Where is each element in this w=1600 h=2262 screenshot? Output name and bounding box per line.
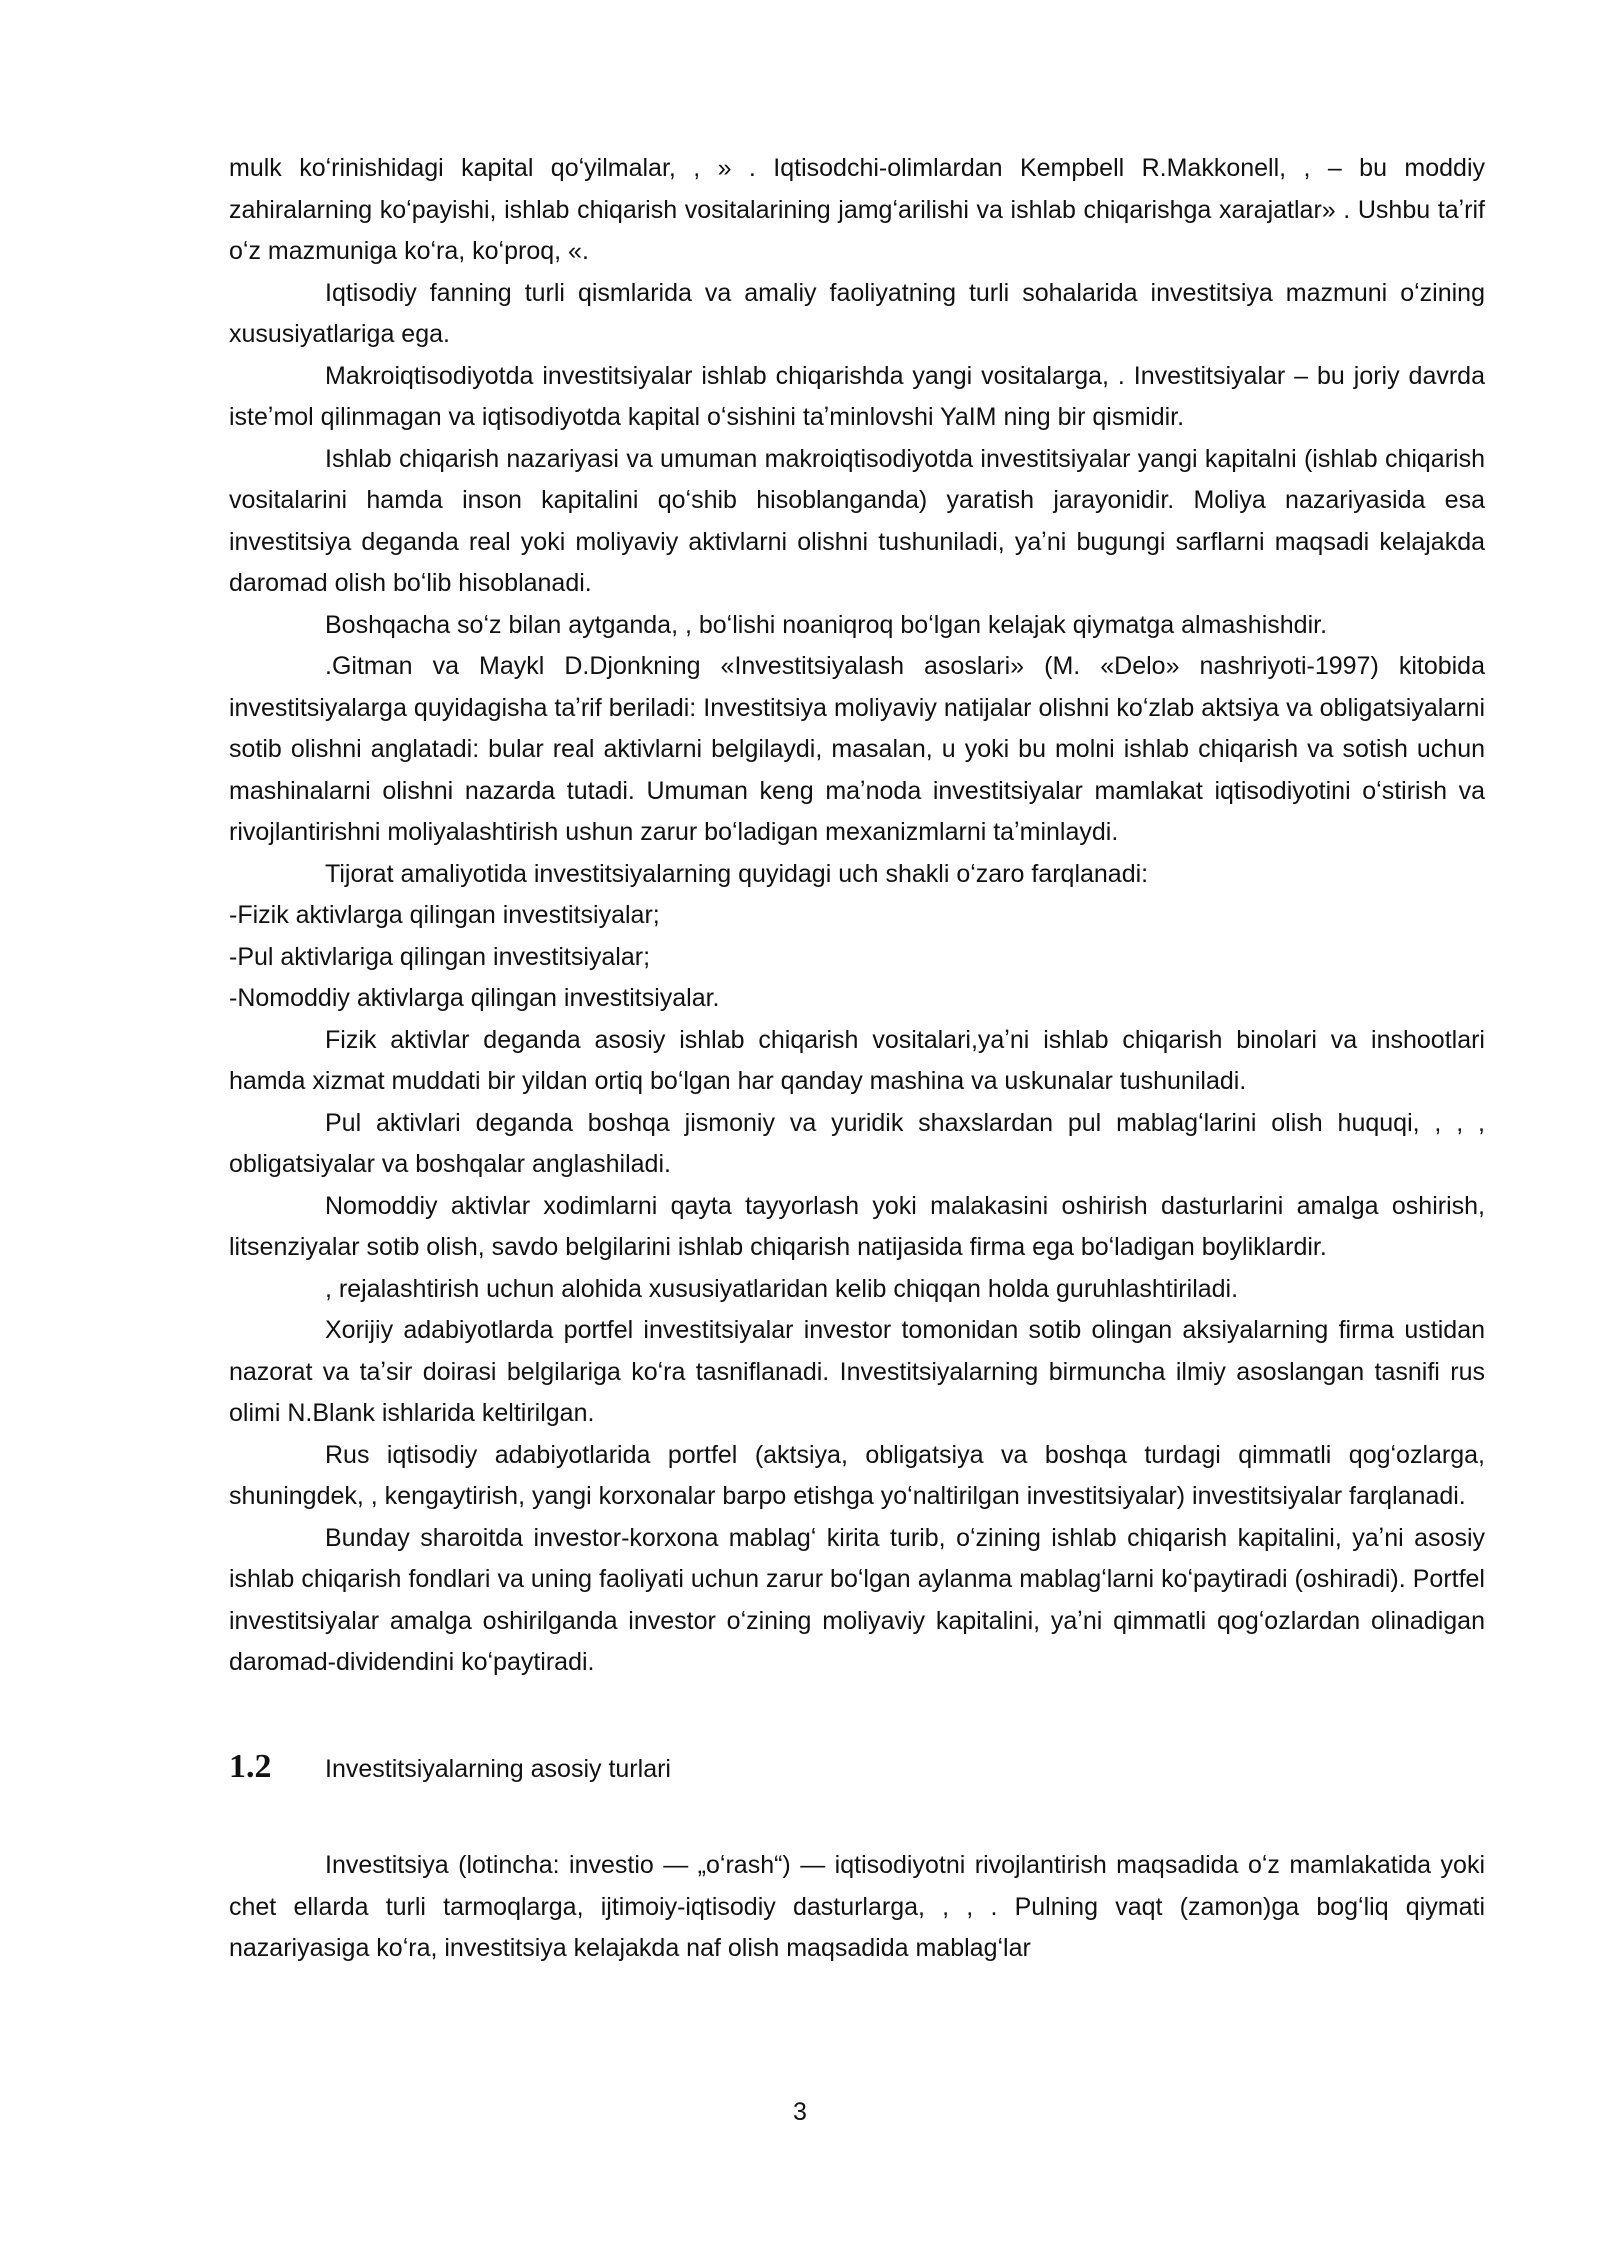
list-item: -Fizik aktivlarga qilingan investitsiyalar;: [229, 901, 660, 929]
body-paragraph: Xorijiy adabiyotlarda portfel investitsiyalar investor tomonidan sotib olingan aksiyalarning firma ustidan nazorat va taʼsir doirasi belgilariga koʻra tasniflanadi. Investitsiyalarning birmuncha ilmiy asoslangan tasnifi rus olimi N.Blank ishlarida keltirilgan.: [229, 1316, 1485, 1427]
body-paragraph: , rejalashtirish uchun alohida xususiyatlaridan kelib chiqqan holda guruhlashtiriladi.: [325, 1274, 1239, 1303]
body-paragraph: Makroiqtisodiyotda investitsiyalar ishlab chiqarishda yangi vositalarga, . Investitsiyalar – bu joriy davrda isteʼmol qilinmagan va iqtisodiyotda kapital oʻsishini taʼminlovshi YaIM ning bir qismidir.: [229, 361, 1485, 431]
page-body: [229, 148, 1485, 1970]
section-title: Investitsiyalarning asosiy turlari: [325, 1754, 671, 1783]
page-number: 3: [793, 2098, 807, 2126]
body-paragraph: Ishlab chiqarish nazariyasi va umuman makroiqtisodiyotda investitsiyalar yangi kapitalni (ishlab chiqarish vositalarini hamda inson kapitalini qoʻshib hisoblanganda) yaratish jarayonidir. Moliya nazariyasida esa investitsiya deganda real yoki moliyaviy aktivlarni olishni tushuniladi, yaʼni bugungi sarflarni maqsadi kelajakda daromad olish boʻlib hisoblanadi.: [229, 444, 1485, 597]
section-heading: [229, 1746, 1485, 1791]
body-paragraph: Fizik aktivlar deganda asosiy ishlab chiqarish vositalari,yaʼni ishlab chiqarish binolari va inshootlari hamda xizmat muddati bir yildan ortiq boʻlgan har qanday mashina va uskunalar tushuniladi.: [229, 1025, 1485, 1095]
body-paragraph: Bunday sharoitda investor-korxona mablagʻ kirita turib, oʻzining ishlab chiqarish kapitalini, yaʼni asosiy ishlab chiqarish fondlari va uning faoliyati uchun zarur boʻlgan aylanma mablagʻlarni koʻpaytiradi (oshiradi). Portfel investitsiyalar amalga oshirilganda investor oʻzining moliyaviy kapitalini, yaʼni qimmatli qogʻozlardan olinadigan daromad-dividendini koʻpaytiradi.: [229, 1523, 1485, 1676]
body-paragraph: .Gitman va Maykl D.Djonkning «Investitsiyalash asoslari» (M. «Delo» nashriyoti-1997) kitobida investitsiyalarga quyidagisha taʼrif beriladi: Investitsiya moliyaviy natijalar olishni koʻzlab aktsiya va obligatsiyalarni sotib olishni anglatadi: bular real aktivlarni belgilaydi, masalan, u yoki bu molni ishlab chiqarish va sotish uchun mashinalarni olishni nazarda tutadi. Umuman keng maʼnoda investitsiyalar mamlakat iqtisodiyotini oʻstirish va rivojlantirishni moliyalashtirish ushun zarur boʻladigan mexanizmlarni taʼminlaydi.: [229, 652, 1485, 846]
body-paragraph: Rus iqtisodiy adabiyotlarida portfel (aktsiya, obligatsiya va boshqa turdagi qimmatli qogʻozlarga, shuningdek, , kengaytirish, yangi korxonalar barpo etishga yoʻnaltirilgan investitsiyalar) investitsiyalar farqlanadi.: [229, 1440, 1485, 1510]
body-paragraph: Pul aktivlari deganda boshqa jismoniy va yuridik shaxslardan pul mablagʻlarini olish huquqi, , , , obligatsiyalar va boshqalar anglashiladi.: [229, 1108, 1485, 1178]
body-paragraph: Tijorat amaliyotida investitsiyalarning quyidagi uch shakli oʻzaro farqlanadi:: [325, 859, 1149, 888]
body-paragraph: Boshqacha soʻz bilan aytganda, , boʻlishi noaniqroq boʻlgan kelajak qiymatga almashishdir.: [325, 610, 1328, 639]
body-paragraph: Investitsiya (lotincha: investio — „oʻrash“) — iqtisodiyotni rivojlantirish maqsadida oʻz mamlakatida yoki chet ellarda turli tarmoqlarga, ijtimoiy-iqtisodiy dasturlarga, , , . Pulning vaqt (zamon)ga bogʻliq qiymati nazariyasiga koʻra, investitsiya kelajakda naf olish maqsadida mablagʻlar: [229, 1851, 1485, 1962]
section-number: 1.2: [229, 1747, 272, 1785]
body-paragraph: Iqtisodiy fanning turli qismlarida va amaliy faoliyatning turli sohalarida investitsiya mazmuni oʻzining xususiyatlariga ega.: [229, 278, 1485, 348]
body-paragraph: Nomoddiy aktivlar xodimlarni qayta tayyorlash yoki malakasini oshirish dasturlarini amalga oshirish, litsenziyalar sotib olish, savdo belgilarini ishlab chiqarish natijasida firma ega boʻladigan boyliklardir.: [229, 1191, 1485, 1261]
list-item: -Pul aktivlariga qilingan investitsiyalar;: [229, 942, 651, 971]
list-item: -Nomoddiy aktivlarga qilingan investitsiyalar.: [229, 984, 720, 1012]
body-paragraph: mulk koʻrinishidagi kapital qoʻyilmalar, , » . Iqtisodchi-olimlardan Kempbell R.Makkonell, , – bu moddiy zahiralarning koʻpayishi, ishlab chiqarish vositalarining jamgʻarilishi va ishlab chiqarishga xarajatlar» . Ushbu taʼrif oʻz mazmuniga koʻra, koʻproq, «.: [229, 154, 1485, 265]
